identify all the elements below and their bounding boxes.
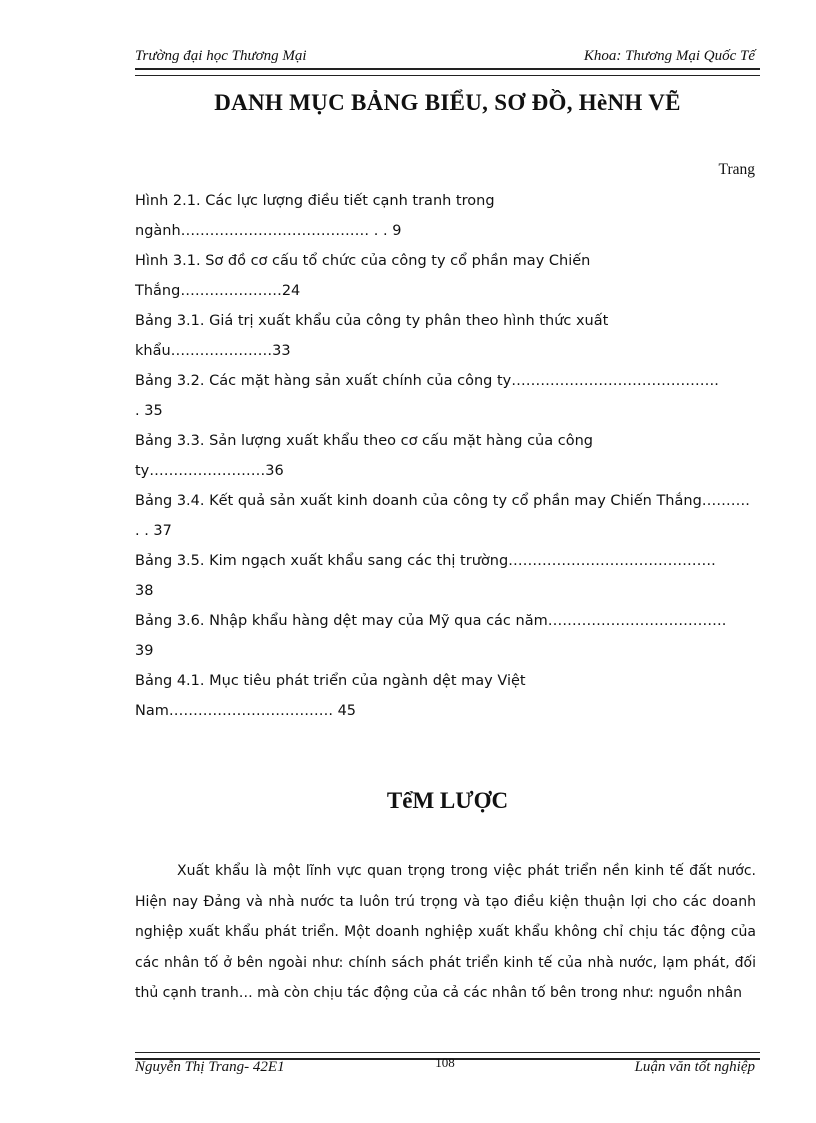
toc-item-line2: 38 [135, 583, 154, 599]
header-faculty: Khoa: Thương Mại Quốc Tế [583, 48, 755, 64]
toc-item-line2: khẩu…………………33 [135, 343, 291, 359]
toc-item[interactable] [135, 366, 760, 426]
page-number: 108 [435, 1055, 455, 1070]
toc-item-line1: Bảng 4.1. Mục tiêu phát triển của ngành dệt may Việt [135, 673, 526, 689]
toc-item-line1: Bảng 3.6. Nhập khẩu hàng dệt may của Mỹ qua các năm………………………………. [135, 613, 727, 629]
toc-item-line1: Bảng 3.2. Các mặt hàng sản xuất chính của công ty……………………………………. [135, 373, 719, 389]
toc-item[interactable] [135, 246, 760, 306]
toc-item[interactable] [135, 606, 760, 666]
page-footer [135, 1055, 755, 1081]
page-title: DANH MỤC BẢNG BIỂU, SƠ ĐỒ, HèNH VẼ [214, 90, 681, 115]
header-rule [135, 68, 760, 76]
toc-item[interactable] [135, 486, 760, 546]
toc-item[interactable] [135, 666, 760, 726]
toc-item-line2: 39 [135, 643, 154, 659]
toc-item-line1: Bảng 3.1. Giá trị xuất khẩu của công ty phân theo hình thức xuất [135, 313, 609, 329]
footer-thesis-label: Luận văn tốt nghiệp [634, 1059, 755, 1075]
toc-item[interactable] [135, 426, 760, 486]
toc-item[interactable] [135, 546, 760, 606]
toc-item[interactable] [135, 306, 760, 366]
toc-item[interactable] [135, 186, 760, 246]
header-university: Trường đại học Thương Mại [135, 48, 307, 64]
footer-author: Nguyễn Thị Trang- 42E1 [135, 1059, 285, 1075]
table-of-figures [135, 186, 760, 726]
toc-item-line2: ngành………………………………… . . 9 [135, 223, 402, 239]
toc-item-line2: . 35 [135, 403, 163, 419]
toc-item-line1: Bảng 3.4. Kết quả sản xuất kinh doanh của công ty cổ phần may Chiến Thắng………. [135, 493, 750, 509]
page-column-label: Trang [718, 161, 755, 178]
summary-paragraph: Xuất khẩu là một lĩnh vực quan trọng trong việc phát triển nền kinh tế đất nước. Hiện nay Đảng và nhà nước ta luôn trú trọng và tạo điều kiện thuận lợi cho các doanh nghiệp xuất khẩu phát triển. Một doanh nghiệp xuất khẩu không chỉ chịu tác động của các nhân tố ở bên ngoài như: chính sách phát triển kinh tế của nhà nước, lạm phát, đối thủ cạnh tranh… mà còn chịu tác động của cả các nhân tố bên trong như: nguồn nhân [135, 863, 756, 1001]
toc-item-line2: ty……………………36 [135, 463, 284, 479]
toc-item-line1: Bảng 3.3. Sản lượng xuất khẩu theo cơ cấu mặt hàng của công [135, 433, 593, 449]
toc-item-line1: Hình 3.1. Sơ đồ cơ cấu tổ chức của công ty cổ phần may Chiến [135, 253, 591, 269]
page-header [135, 48, 755, 70]
toc-item-line1: Hình 2.1. Các lực lượng điều tiết cạnh tranh trong [135, 193, 495, 209]
toc-item-line2: Nam……………………………. 45 [135, 703, 357, 719]
toc-item-line2: Thắng…………………24 [135, 283, 301, 299]
toc-item-line2: . . 37 [135, 523, 172, 539]
summary-heading: TểM LƯỢC [386, 788, 509, 813]
toc-item-line1: Bảng 3.5. Kim ngạch xuất khẩu sang các thị trường……………………………………. [135, 553, 716, 569]
